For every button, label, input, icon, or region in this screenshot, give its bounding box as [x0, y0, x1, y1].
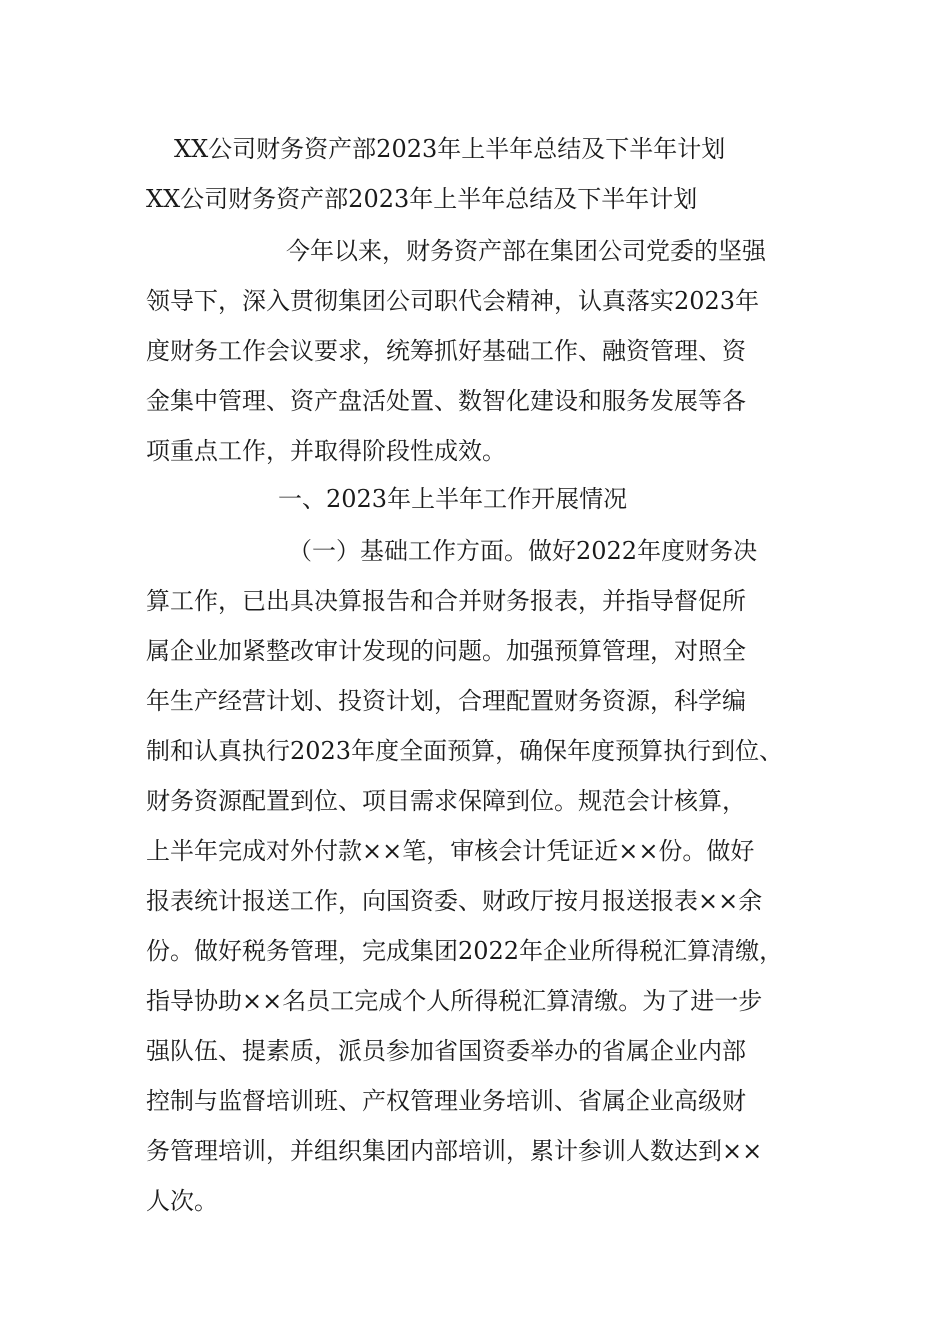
intro-line: 领导下，深入贯彻集团公司职代会精神，认真落实2023年 [146, 287, 760, 315]
body-line: （一）基础工作方面。做好2022年度财务决 [288, 537, 758, 565]
intro-line: 度财务工作会议要求，统筹抓好基础工作、融资管理、资 [146, 337, 746, 365]
body-line: 指导协助××名员工完成个人所得税汇算清缴。为了进一步 [146, 987, 763, 1015]
body-line: 报表统计报送工作，向国资委、财政厅按月报送报表××余 [146, 887, 763, 915]
document-title: XX公司财务资产部2023年上半年总结及下半年计划 [174, 135, 726, 163]
intro-line: 项重点工作，并取得阶段性成效。 [146, 437, 506, 465]
body-line: 份。做好税务管理，完成集团2022年企业所得税汇算清缴， [146, 937, 784, 965]
body-line: 务管理培训，并组织集团内部培训，累计参训人数达到×× [146, 1137, 763, 1165]
body-line: 算工作，已出具决算报告和合并财务报表，并指导督促所 [146, 587, 746, 615]
body-line: 制和认真执行2023年度全面预算，确保年度预算执行到位、 [146, 737, 784, 765]
body-line: 强队伍、提素质，派员参加省国资委举办的省属企业内部 [146, 1037, 746, 1065]
body-line: 财务资源配置到位、项目需求保障到位。规范会计核算， [146, 787, 746, 815]
document-subtitle: XX公司财务资产部2023年上半年总结及下半年计划 [146, 185, 698, 213]
body-line: 人次。 [146, 1187, 218, 1215]
intro-line: 金集中管理、资产盘活处置、数智化建设和服务发展等各 [146, 387, 746, 415]
body-line: 属企业加紧整改审计发现的问题。加强预算管理，对照全 [146, 637, 746, 665]
body-line: 年生产经营计划、投资计划，合理配置财务资源，科学编 [146, 687, 746, 715]
intro-line: 今年以来，财务资产部在集团公司党委的坚强 [286, 237, 766, 265]
section-heading: 一、2023年上半年工作开展情况 [278, 485, 628, 513]
body-line: 控制与监督培训班、产权管理业务培训、省属企业高级财 [146, 1087, 746, 1115]
body-line: 上半年完成对外付款××笔，审核会计凭证近××份。做好 [146, 837, 755, 865]
